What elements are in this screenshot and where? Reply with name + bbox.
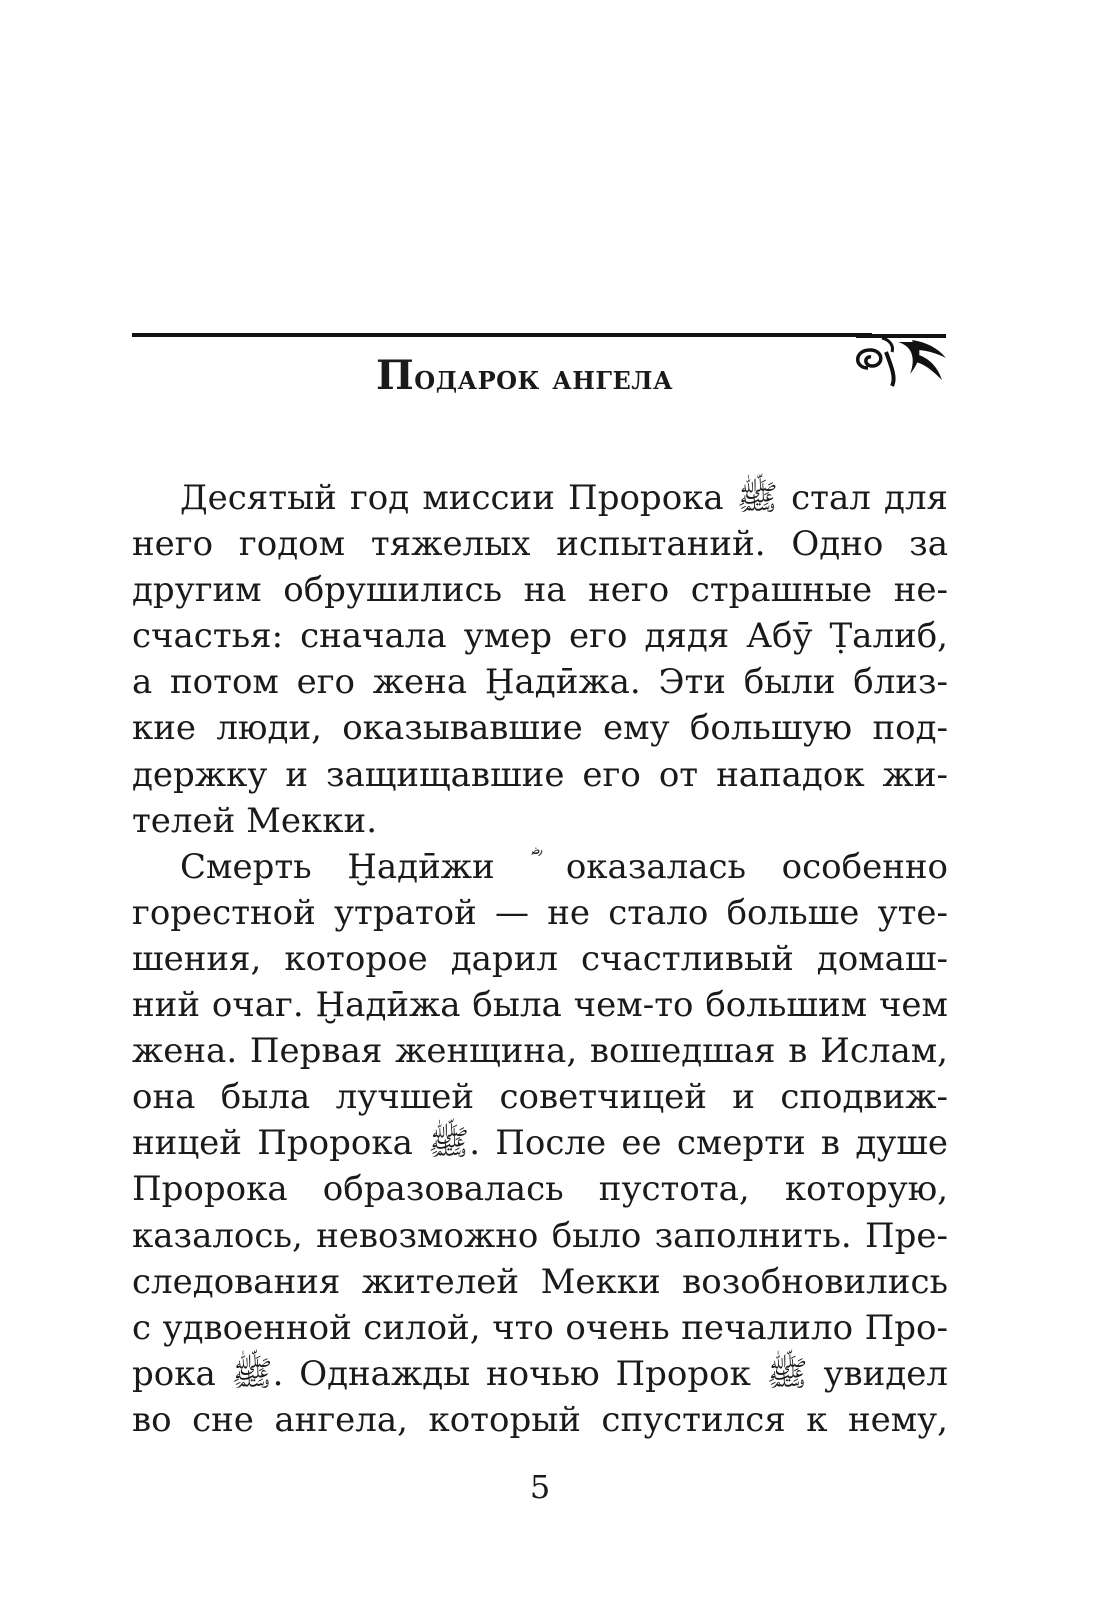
text-line: телей Мекки.: [132, 800, 378, 841]
text-line: Пророка образовалась пустота, которую,: [132, 1169, 948, 1210]
text-line: другим обрушились на него страшные не-: [132, 570, 948, 611]
chapter-title-initial: П: [376, 352, 415, 399]
text-line: шения, которое дарил счастливый домаш-: [132, 938, 948, 979]
chapter-title: [376, 352, 776, 399]
text-line: горестной утратой — не стало больше уте-: [132, 892, 948, 933]
text-line: во сне ангела, который спустился к нему,: [132, 1399, 948, 1440]
paragraph-1: [132, 475, 948, 844]
text-line: а потом его жена Ḫадӣжа. Эти были близ-: [132, 662, 948, 703]
text-line: жена. Первая женщина, вошедшая в Ислам,: [132, 1031, 948, 1072]
body-text: [132, 475, 948, 1443]
text-line: него годом тяжелых испытаний. Одно за: [132, 524, 948, 565]
page-number: 5: [529, 1468, 551, 1506]
chapter-title-rest: одарок ангела: [414, 358, 674, 398]
header-rule: [132, 333, 872, 337]
text-line: казалось, невозможно было заполнить. Пре-: [132, 1215, 948, 1256]
paragraph-2: [132, 844, 948, 1443]
text-line: рока ﷺ. Однажды ночью Пророк ﷺ увидел: [132, 1353, 948, 1394]
flourish-ornament-icon: [846, 328, 956, 392]
text-line: ницей Пророка ﷺ. После ее смерти в душе: [132, 1123, 948, 1164]
text-line: держку и защищавшие его от нападок жи-: [132, 754, 948, 795]
text-line: с удвоенной силой, что очень печалило Про-: [132, 1307, 948, 1348]
text-line: она была лучшей советчицей и сподвиж-: [132, 1077, 948, 1118]
text-line: счастья: сначала умер его дядя Абӯ Ṭалиб,: [132, 616, 948, 657]
text-line: следования жителей Мекки возобновились: [132, 1261, 948, 1302]
text-line: кие люди, оказывавшие ему большую под-: [132, 708, 948, 749]
text-line: Десятый год миссии Пророка ﷺ стал для: [180, 478, 948, 518]
text-line: ний очаг. Ḫадӣжа была чем-то большим чем: [132, 985, 948, 1026]
text-line: Смерть Ḫадӣжи ؓ оказалась особенно: [180, 846, 948, 887]
